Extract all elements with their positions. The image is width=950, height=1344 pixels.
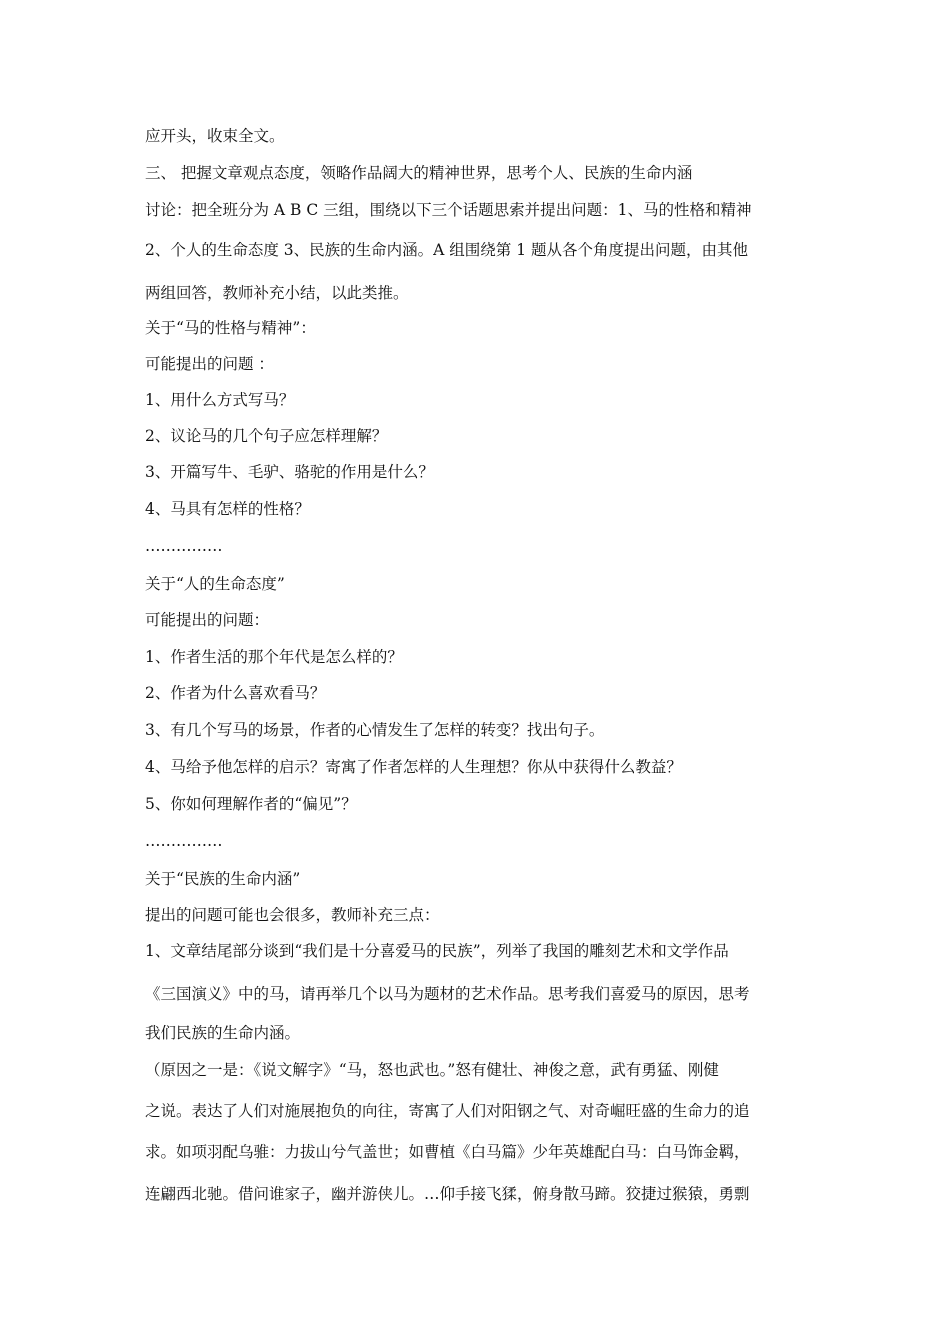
text-line: 应开头，收束全文。 <box>145 127 285 145</box>
question-item: 4、马给予他怎样的启示？寄寓了作者怎样的人生理想？你从中获得什么教益？ <box>145 758 682 776</box>
question-item: 3、有几个写马的场景，作者的心情发生了怎样的转变？找出句子。 <box>145 721 605 739</box>
question-item: 1、作者生活的那个年代是怎么样的？ <box>145 648 403 666</box>
text-line: 两组回答，教师补充小结，以此类推。 <box>145 284 409 302</box>
text-line: 《三国演义》中的马，请再举几个以马为题材的艺术作品。思考我们喜爱马的原因，思考 <box>145 985 750 1003</box>
question-item: 5、你如何理解作者的“偏见”？ <box>145 795 357 813</box>
section-heading: 三、 把握文章观点态度，领略作品阔大的精神世界，思考个人、民族的生命内涵 <box>145 164 693 182</box>
text-line: 2、个人的生命态度 3、民族的生命内涵。A 组围绕第 1 题从各个角度提出问题，由其他 <box>145 241 748 259</box>
ellipsis: …………… <box>145 537 223 555</box>
text-line: 之说。表达了人们对施展抱负的向往，寄寓了人们对阳钢之气、对奇崛旺盛的生命力的追 <box>145 1102 750 1120</box>
question-item: 4、马具有怎样的性格？ <box>145 500 310 518</box>
question-item: 2、议论马的几个句子应怎样理解？ <box>145 427 388 445</box>
text-line: 1、文章结尾部分谈到“我们是十分喜爱马的民族”，列举了我国的雕刻艺术和文学作品 <box>145 942 729 960</box>
topic-heading: 关于“人的生命态度” <box>145 575 285 593</box>
question-item: 3、开篇写牛、毛驴、骆驼的作用是什么？ <box>145 463 434 481</box>
ellipsis: …………… <box>145 832 223 850</box>
question-item: 1、用什么方式写马？ <box>145 391 295 409</box>
question-item: 2、作者为什么喜欢看马？ <box>145 684 326 702</box>
text-line: （原因之一是：《说文解字》“马，怒也武也。”怒有健壮、神俊之意，武有勇猛、刚健 <box>145 1061 719 1079</box>
text-line: 求。如项羽配乌骓：力拔山兮气盖世；如曹植《白马篇》少年英雄配白马：白马饰金羁， <box>145 1143 750 1161</box>
topic-heading: 关于“民族的生命内涵” <box>145 870 301 888</box>
text-line: 提出的问题可能也会很多，教师补充三点： <box>145 906 440 924</box>
text-line: 我们民族的生命内涵。 <box>145 1024 301 1042</box>
text-line: 连翩西北驰。借问谁家子，幽并游侠儿。…仰手接飞猱，俯身散马蹄。狡捷过猴猿，勇剽 <box>145 1185 750 1203</box>
text-line: 讨论：把全班分为 A B C 三组，围绕以下三个话题思索并提出问题：1、马的性格和精神 <box>145 201 752 219</box>
topic-heading: 关于“马的性格与精神”： <box>145 319 316 337</box>
text-line: 可能提出的问题 ： <box>145 355 274 373</box>
text-line: 可能提出的问题： <box>145 611 270 629</box>
